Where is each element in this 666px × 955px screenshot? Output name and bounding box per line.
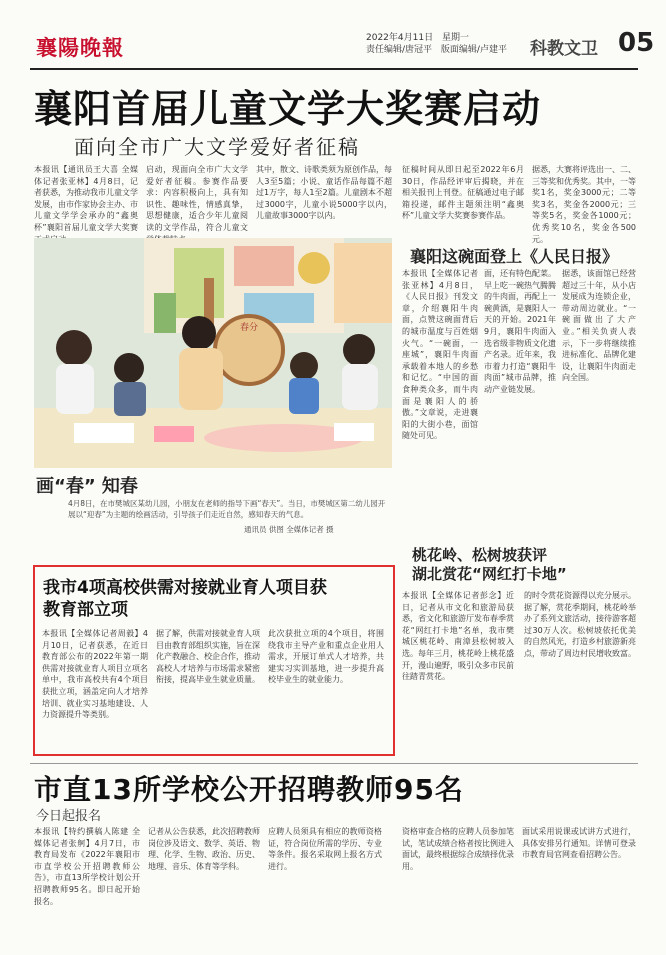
recruit-text-2: 记者从公告获悉，此次招聘教师岗位涉及语文、数学、英语、物理、化学、生物、政治、历史、地理、音乐、体育等学科。 <box>148 827 260 871</box>
recruit-text-4: 资格审查合格的应聘人员参加笔试，笔试成绩合格者按比例进入面试，最终根据综合成绩择优录用。 <box>402 827 514 871</box>
people-daily-text-3: 据悉，该面馆已经营超过三十年，从小店发展成为连锁企业，带动周边就业。“一碗面做出了大产业。”相关负责人表示，下一步将继续推进标准化、品牌化建设，让襄阳牛肉面走向全国。 <box>562 269 636 383</box>
lead-text-5: 据悉，大赛将评选出一、二、三等奖和优秀奖。其中，一等奖1名，奖金3000元；二等奖3名，奖金各2000元；三等奖5名，奖金各1000元；优秀奖10名，奖金各500元。 <box>532 165 636 244</box>
people-daily-text-1: 本报讯【全媒体记者张亚林】4月8日，《人民日报》刊发文章，介绍襄阳牛肉面，点赞这碗面背后的城市温度与百姓烟火气。“一碗面，一座城”，襄阳牛肉面承载着本地人的乡愁和记忆。“中国的面食种类众多，而牛肉面是襄阳人的骄傲。”文章说，走进襄阳的大街小巷，面馆随处可见。 <box>402 269 478 441</box>
recruit-column-3 <box>268 826 382 946</box>
photo-caption: 4月8日，在市樊城区某幼儿园，小朋友在老师的指导下画“春天”。当日，市樊城区第二幼儿园开展以“迎春”为主题的绘画活动，引导孩子们走近自然，感知春天的气息。 <box>68 499 386 519</box>
issue-meta <box>366 32 513 56</box>
design-credit: 版面编辑/卢建平 <box>440 45 507 55</box>
lead-text-3: 其中，散文、诗歌类须为原创作品，每人3至5篇；小说、童话作品每篇不超过1万字，每人1至2篇。儿童剧本不超过3000字，儿童小说5000字以内，儿童故事3000字以内。 <box>256 165 392 221</box>
lead-text-2: 启动，现面向全市广大文学爱好者征稿。参赛作品要求：内容积极向上，具有知识性、趣味性，情感真挚，思想健康，适合少年儿童阅读的文学作品，符合儿童文 <box>146 165 248 232</box>
recruit-column-4 <box>402 826 514 946</box>
recruit-subhead: 今日起报名 <box>36 809 102 824</box>
people-daily-column-1 <box>402 268 478 538</box>
recruit-column-1 <box>34 826 140 946</box>
highlight-text-3: 此次获批立项的4个项目，将围绕我市主导产业和重点企业用人需求，开展订单式人才培养，共建实习实训基地，进一步提升高校毕业生的就业能力。 <box>268 629 384 685</box>
checkin-text-2: 的时令赏花资源得以充分展示。据了解，赏花季期间，桃花岭举办了系列文旅活动，接待游客超过30万人次。松树坡依托优美的自然风光，打造乡村旅游新亮点，带动了周边村民增收致富。 <box>524 591 636 658</box>
highlight-text-1: 本报讯【全媒体记者周毅】4月10日，记者获悉，在近日教育部公布的2022年第一期供需对接就业育人项目立项名单中，我市高校共有4个项目获批立项，涵盖定向人才培养培训、就业实习基地建设、人力资源提升等类别。 <box>42 629 148 720</box>
lead-column-4 <box>402 164 524 234</box>
checkin-column-1 <box>402 590 514 750</box>
photo-caption-title: 画“春” 知春 <box>36 476 138 497</box>
photo-credit: 通讯员 供图 全媒体记者 摄 <box>244 525 334 534</box>
people-daily-column-2 <box>484 268 556 538</box>
recruit-headline: 市直13所学校公开招聘教师95名 <box>34 773 464 806</box>
lead-column-1 <box>34 164 138 234</box>
checkin-text-1: 本报讯【全媒体记者彭念】近日，记者从市文化和旅游局获悉，省文化和旅游厅发布春季赏花“网红打卡地”名单，我市樊城区桃花岭、南漳县松树坡入选。每年三月，桃花岭上桃花盛开，漫山遍野，吸引众多市民前往踏青赏花。 <box>402 591 514 682</box>
section-name: 科教文卫 <box>530 39 598 59</box>
bottom-divider <box>30 763 638 764</box>
recruit-text-5: 面试采用说课或试讲方式进行，具体安排另行通知。详情可登录市教育局官网查看招聘公告。 <box>522 827 636 860</box>
lead-text-1: 本报讯【通讯员王大喜 全媒体记者张亚林】4月8日，记者获悉，为推动我市儿童文学发展，由市作家协会主办、市儿童文学学会承办的“鑫奥杯”襄阳首届儿童文学大奖赛 <box>34 165 138 232</box>
checkin-headline: 桃花岭、松树坡获评 湖北赏花“网红打卡地” <box>412 546 567 583</box>
recruit-text-1: 本报讯【特约撰稿人陈建 全媒体记者张舸】4月7日，市教育局发布《2022年襄阳市市直学校公开招聘教师公告》，市直13所学校计划公开招聘教师95名。即日起开始报名。 <box>34 827 140 906</box>
highlight-column-3 <box>268 628 384 746</box>
lead-subhead: 面向全市广大文学爱好者征稿 <box>74 135 360 159</box>
people-daily-column-3 <box>562 268 636 538</box>
lead-column-2 <box>146 164 248 234</box>
lead-headline: 襄阳首届儿童文学大奖赛启动 <box>34 87 542 131</box>
recruit-column-5 <box>522 826 636 946</box>
masthead <box>30 28 655 70</box>
photo-illustration <box>34 238 392 468</box>
highlight-column-2 <box>156 628 260 746</box>
banner-text: 春分 <box>239 323 259 333</box>
issue-date: 2022年4月11日 <box>366 33 434 43</box>
people-daily-headline: 襄阳这碗面登上《人民日报》 <box>410 247 619 266</box>
highlight-headline: 我市4项高校供需对接就业育人项目获教育部立项 <box>43 578 327 620</box>
lead-column-3 <box>256 164 392 234</box>
recruit-text-3: 应聘人员须具有相应的教师资格证，符合岗位所需的学历、专业等条件。报名采取网上报名方式进行。 <box>268 827 382 871</box>
checkin-column-2 <box>524 590 636 750</box>
highlight-text-2: 据了解，供需对接就业育人项目由教育部组织实施，旨在深化产教融合、校企合作，推动高校人才培养与市场需求紧密衔接，提高毕业生就业质量。 <box>156 629 260 685</box>
highlight-column-1 <box>42 628 148 746</box>
page-number: 05 <box>618 28 655 58</box>
classroom-photo <box>34 238 392 468</box>
lead-text-4: 征稿时间从即日起至2022年6月30日，作品经评审后揭晓，并在相关报刊上刊登。征稿通过电子邮箱投递，邮件主题须注明“鑫奥杯”儿童文学大奖赛参赛作品。 <box>402 165 524 221</box>
people-daily-text-2: 面，还有特色配菜。早上吃一碗热气腾腾的牛肉面，再配上一碗黄酒，是襄阳人一天的开始。2021年9月，襄阳牛肉面入选省级非物质文化遗产名录。近年来，我市着力打造“襄阳牛肉面”城市品牌，推动产业链发展。 <box>484 269 556 394</box>
lead-column-5 <box>532 164 636 244</box>
issue-weekday: 星期一 <box>441 33 469 43</box>
editor-credit: 责任编辑/唐冠平 <box>366 45 433 55</box>
newspaper-logo: 襄陽晚報 <box>36 35 124 60</box>
recruit-column-2 <box>148 826 260 946</box>
